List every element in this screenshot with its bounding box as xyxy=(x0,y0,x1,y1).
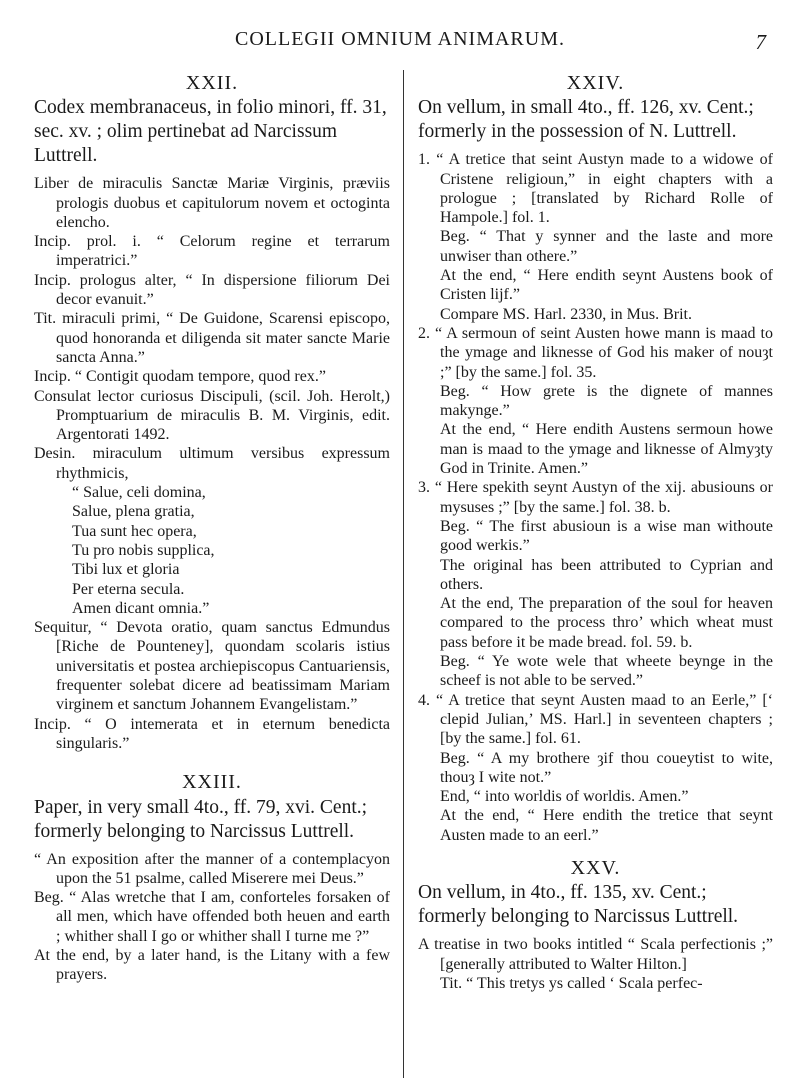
entry-paragraph: Incip. “ Contigit quodam tempore, quod rex.” xyxy=(34,368,326,386)
entry-number-xxiv: XXIV. xyxy=(566,72,625,94)
spacer xyxy=(34,753,390,773)
entry-heading-xxv: On vellum, in 4to., ff. 135, xv. Cent.; formerly belonging to Narcissus Luttrell. xyxy=(418,882,739,928)
item-line: At the end, The preparation of the soul for heaven compared to the process thro’ which wheat must pass before it be made bread. fol. 59. b. xyxy=(440,595,773,651)
entry-paragraph: Tit. “ This tretys ys called ‘ Scala perfec- xyxy=(440,974,703,992)
item-line: End, “ into worldis of worldis. Amen.” xyxy=(440,788,689,806)
verse-line: Salue, plena gratia, xyxy=(72,503,195,521)
item-first: 2. “ A sermoun of seint Austen howe mann is maad to the ymage and liknesse of God his maker of nouȝt ;” [by the same.] fol. 35. xyxy=(418,324,773,381)
entry-number-xxiii: XXIII. xyxy=(182,771,242,794)
entry-paragraph: Beg. “ Alas wretche that I am, conforteles forsaken of all men, which have offended both heuen and earth ; whither shall I go or whither shall I turne me ?” xyxy=(34,889,390,945)
entry-paragraph: “ An exposition after the manner of a contemplacyon upon the 51 psalme, called Miserere mei Deus.” xyxy=(34,850,390,887)
entry-paragraph: A treatise in two books intitled “ Scala perfectionis ;” [generally attributed to Walter Hilton.] xyxy=(418,936,773,973)
entry-paragraph: Liber de miraculis Sanctæ Mariæ Virginis, præviis prologis duobus et capitulorum novem et octoginta elencho. xyxy=(34,175,390,231)
item-line: Beg. “ How grete is the dignete of mannes makynge.” xyxy=(440,382,773,420)
column-divider xyxy=(403,70,404,1078)
entry-paragraph: Incip. prologus alter, “ In dispersione filiorum Dei decor evanuit.” xyxy=(34,271,390,309)
verse-line: Tua sunt hec opera, xyxy=(72,522,197,540)
entry-paragraph: At the end, by a later hand, is the Litany with a few prayers. xyxy=(34,946,390,984)
verse-line: “ Salue, celi domina, xyxy=(72,484,206,502)
right-column xyxy=(418,74,773,993)
entry-paragraph: Incip. “ O intemerata et in eternum benedicta singularis.” xyxy=(34,715,390,752)
entry-number-xxv: XXV. xyxy=(570,856,621,879)
item-line: At the end, “ Here endith Austens sermoun howe man is maad to the ymage and liknesse of Almyȝty God in Trinite. Amen.” xyxy=(440,421,773,478)
running-head: COLLEGII OMNIUM ANIMARUM. xyxy=(235,28,565,50)
item-line: Compare MS. Harl. 2330, in Mus. Brit. xyxy=(440,305,692,323)
entry-paragraph: Sequitur, “ Devota oratio, quam sanctus Edmundus [Riche de Pounteney], quondam scolaris istius universitatis et postea archiepiscopus Cantuariensis, frequenter solebat dicere ad beatissimam Mariam virginem et sanctum Johannem Evangelistam.” xyxy=(34,619,390,714)
item-line: Beg. “ A my brothere ȝif thou coueytist to wite, thouȝ I wite not.” xyxy=(440,749,773,786)
entry-number-xxii: XXII. xyxy=(185,72,239,94)
item-first: 3. “ Here spekith seynt Austyn of the xij. abusiouns or mysuses ;” [by the same.] fol. 38. b. xyxy=(418,479,773,516)
entry-heading-xxiv: On vellum, in small 4to., ff. 126, xv. Cent.; formerly in the possession of N. Luttrell. xyxy=(418,97,754,143)
item-line: Beg. “ The first abusioun is a wise man withoute good werkis.” xyxy=(440,517,773,555)
entry-paragraph: Consulat lector curiosus Discipuli, (scil. Joh. Herolt,) Promptuarium de miraculis B. M. Virginis, edit. Argentorati 1492. xyxy=(34,387,390,444)
entry-paragraph: Incip. prol. i. “ Celorum regine et terrarum imperatrici.” xyxy=(34,233,390,270)
item-first: 4. “ A tretice that seynt Austen maad to an Eerle,” [‘ clepid Julian,’ MS. Harl.] in seventeen chapters ; [by the same.] fol. 61. xyxy=(418,691,773,748)
verse-line: Tibi lux et gloria xyxy=(72,561,180,579)
entry-paragraph: Tit. miraculi primi, “ De Guidone, Scarensi episcopo, quod honoranda et diligenda sit mater sancte Marie sancta Anna.” xyxy=(34,310,390,366)
verse-block xyxy=(34,483,390,618)
item-line: At the end, “ Here endith the tretice that seynt Austen made to an eerl.” xyxy=(440,807,773,844)
verse-line: Per eterna secula. xyxy=(72,580,185,598)
item-line: Beg. “ That y synner and the laste and more unwiser than othere.” xyxy=(440,228,773,265)
verse-line: Tu pro nobis supplica, xyxy=(72,541,215,559)
verse-line: Amen dicant omnia.” xyxy=(72,599,210,617)
entry-paragraph: Desin. miraculum ultimum versibus expressum rhythmicis, xyxy=(34,445,390,482)
item-line: Beg. “ Ye wote wele that wheete beynge in the scheef is not able to be served.” xyxy=(440,653,773,690)
entry-heading-xxii: Codex membranaceus, in folio minori, ff. 31, sec. xv. ; olim pertinebat ad Narcissum Luttrell. xyxy=(34,97,387,167)
item-first: 1. “ A tretice that seint Austyn made to a widowe of Cristene religioun,” in eight chapters with a prologue ; [translated by Richard Rolle of Hampole.] fol. 1. xyxy=(418,151,773,227)
entry-heading-xxiii: Paper, in very small 4to., ff. 79, xvi. Cent.; formerly belonging to Narcissus Luttrell. xyxy=(34,796,368,842)
item-line: The original has been attributed to Cyprian and others. xyxy=(440,556,773,593)
left-column xyxy=(34,74,390,985)
item-line: At the end, “ Here endith seynt Austens book of Cristen lijf.” xyxy=(440,267,773,304)
page-number: 7 xyxy=(755,30,766,54)
